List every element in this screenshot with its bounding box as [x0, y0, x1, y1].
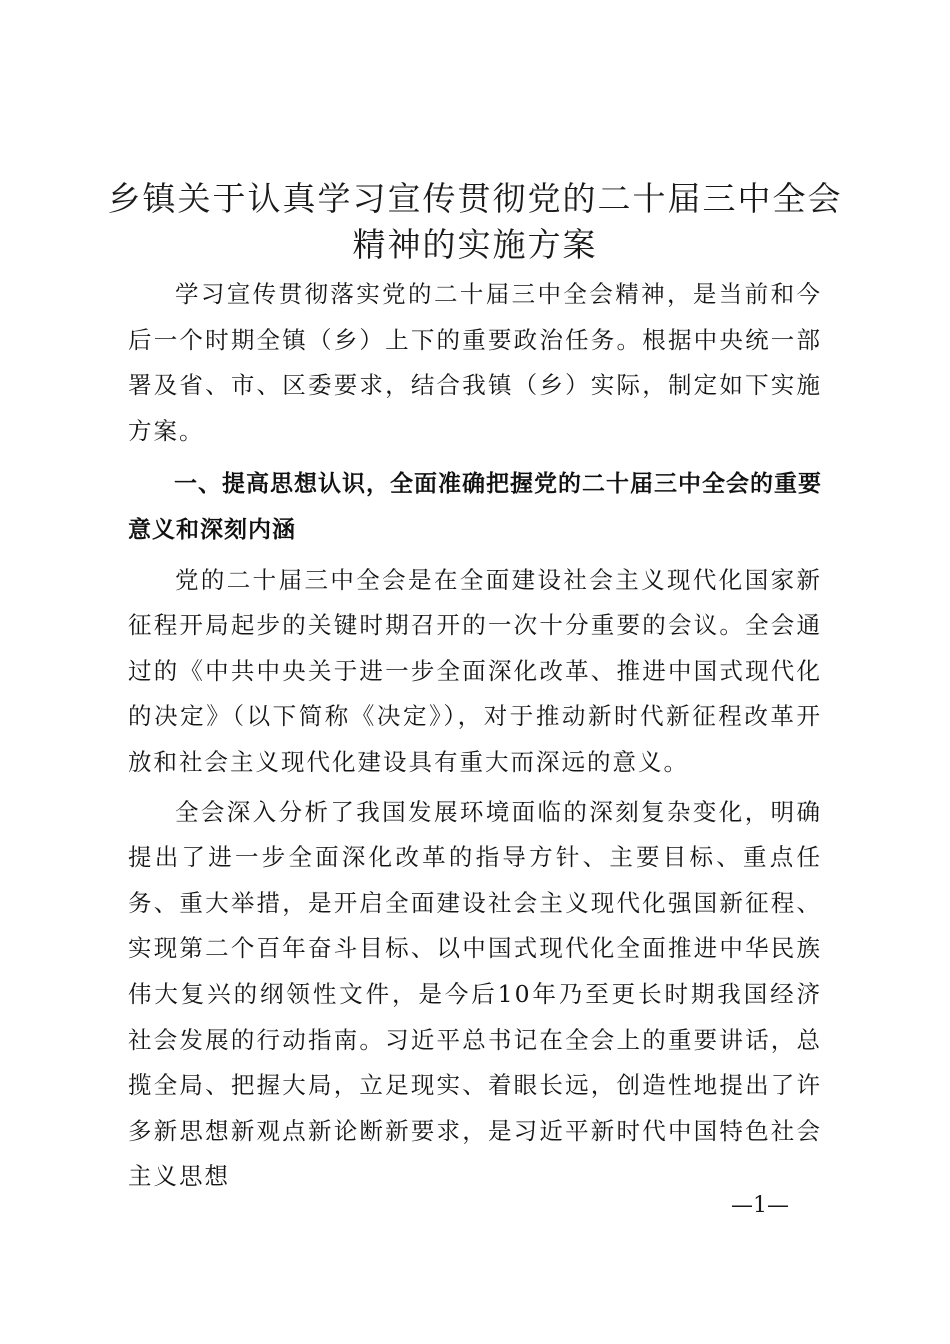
section-1-paragraph-1: 党的二十届三中全会是在全面建设社会主义现代化国家新征程开局起步的关键时期召开的一次十分重要的会议。全会通过的《中共中央关于进一步全面深化改革、推进中国式现代化的决定》（以下简称《决定》），对于推动新时代新征程改革开放和社会主义现代化建设具有重大而深远的意义。 [128, 565, 822, 776]
section-1-heading: 一、提高思想认识，全面准确把握党的二十届三中全会的重要意义和深刻内涵 [128, 471, 822, 543]
page-number: —1— [731, 1193, 789, 1218]
intro-paragraph: 学习宣传贯彻落实党的二十届三中全会精神，是当前和今后一个时期全镇（乡）上下的重要政治任务。根据中央统一部署及省、市、区委要求，结合我镇（乡）实际，制定如下实施方案。 [128, 280, 822, 445]
section-1-paragraph-2: 全会深入分析了我国发展环境面临的深刻复杂变化，明确提出了进一步全面深化改革的指导方针、主要目标、重点任务、重大举措，是开启全面建设社会主义现代化强国新征程、实现第二个百年奋斗目标、以中国式现代化全面推进中华民族伟大复兴的纲领性文件，是今后10年乃至更长时期我国经济社会发展的行动指南。习近平总书记在全会上的重要讲话，总揽全局、把握大局，立足现实、着眼长远，创造性地提出了许多新思想新观点新论断新要求，是习近平新时代中国特色社会主义思想 [128, 797, 822, 1191]
document-title: 乡镇关于认真学习宣传贯彻党的二十届三中全会精神的实施方案 [107, 179, 843, 264]
document-body [128, 272, 822, 1200]
paragraph-gap [128, 454, 822, 458]
